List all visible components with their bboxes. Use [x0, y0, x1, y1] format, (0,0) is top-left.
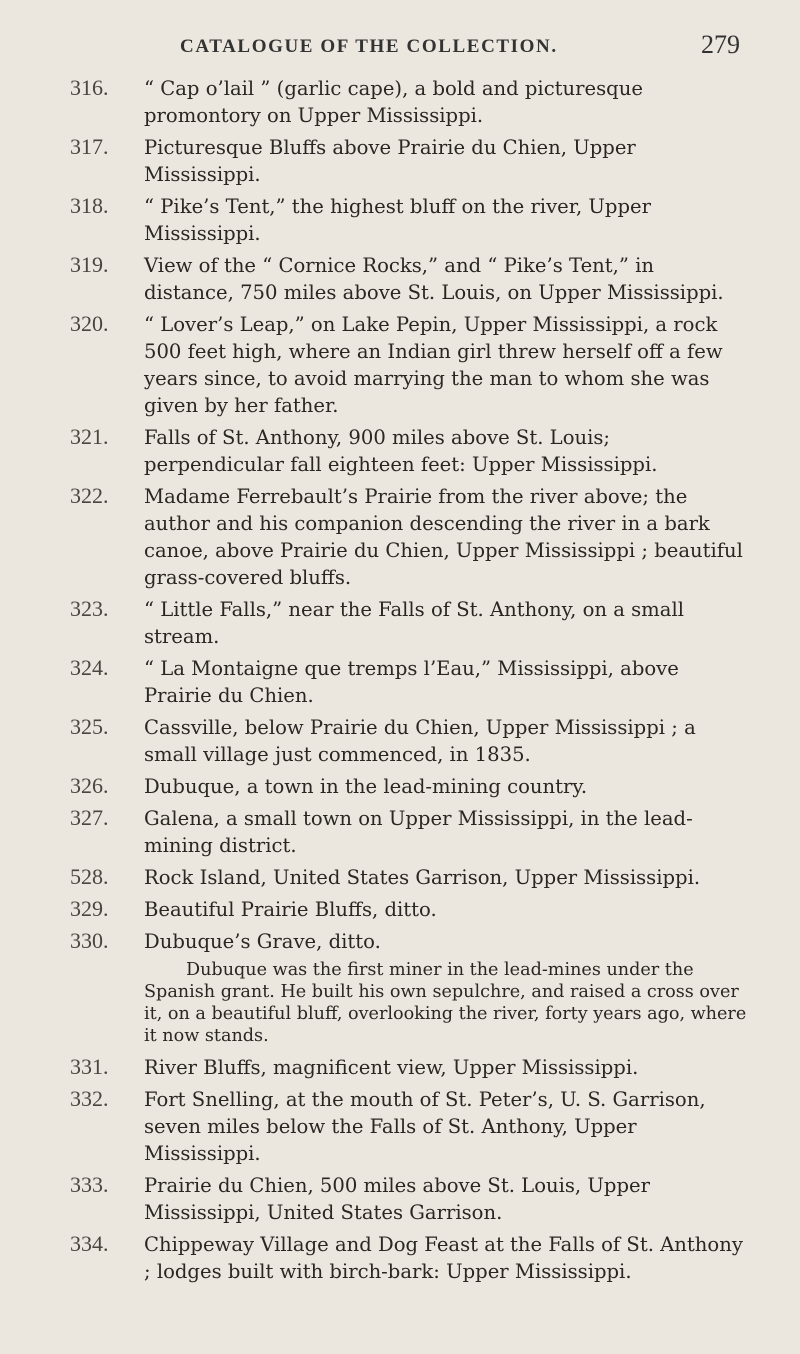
entry-number: 320. [70, 311, 109, 336]
entry-text: Madame Ferrebault’s Prairie from the river above; the author and his companion descending the river in a bark canoe, above Prairie du Chien, Upper Mississippi ; beautiful grass-covered bluffs. [144, 485, 743, 589]
catalogue-entry [0, 310, 800, 419]
catalogue-entry [0, 1171, 800, 1226]
entry-number: 329. [70, 896, 109, 921]
catalogue-entry [0, 895, 800, 923]
entry-number: 319. [70, 252, 109, 277]
page-header-title: CATALOGUE OF THE COLLECTION. [180, 36, 558, 57]
catalogue-entry [0, 1053, 800, 1081]
entry-number: 528. [70, 864, 109, 889]
entry-text: Prairie du Chien, 500 miles above St. Louis, Upper Mississippi, United States Garrison. [144, 1174, 650, 1224]
entry-number: 324. [70, 655, 109, 680]
entry-number: 333. [70, 1172, 109, 1197]
entry-text: Galena, a small town on Upper Mississippi, in the lead-mining district. [144, 807, 693, 857]
catalogue-entry [0, 133, 800, 188]
entry-number: 334. [70, 1231, 109, 1256]
entry-text: River Bluffs, magnificent view, Upper Mississippi. [144, 1056, 639, 1079]
catalogue-entry [0, 1085, 800, 1167]
entry-number: 322. [70, 483, 109, 508]
catalogue-entry [0, 863, 800, 891]
entry-number: 326. [70, 773, 109, 798]
catalogue-entry [0, 1230, 800, 1285]
catalogue-entry [0, 74, 800, 129]
entry-text: Dubuque’s Grave, ditto. [144, 930, 381, 953]
entry-text: Dubuque, a town in the lead-mining country. [144, 775, 588, 798]
entry-text: Chippeway Village and Dog Feast at the Falls of St. Anthony ; lodges built with birch-bark: Upper Mississippi. [144, 1233, 743, 1283]
catalogue-entry [0, 713, 800, 768]
catalogue-entry [0, 927, 800, 955]
entry-number: 331. [70, 1054, 109, 1079]
entry-text: Fort Snelling, at the mouth of St. Peter’s, U. S. Garrison, seven miles below the Falls of St. Anthony, Upper Mississippi. [144, 1088, 706, 1165]
entry-text: Cassville, below Prairie du Chien, Upper Mississippi ; a small village just commenced, in 1835. [144, 716, 696, 766]
catalogue-entry [0, 654, 800, 709]
entry-text: Beautiful Prairie Bluffs, ditto. [144, 898, 437, 921]
catalogue-entry [0, 192, 800, 247]
catalogue-entries [0, 74, 800, 1289]
entry-text: “ Little Falls,” near the Falls of St. Anthony, on a small stream. [144, 598, 684, 648]
catalogue-entry [0, 251, 800, 306]
entry-number: 323. [70, 596, 109, 621]
entry-text: View of the “ Cornice Rocks,” and “ Pike’s Tent,” in distance, 750 miles above St. Louis, on Upper Mississippi. [144, 254, 724, 304]
entry-text: Picturesque Bluffs above Prairie du Chien, Upper Mississippi. [144, 136, 636, 186]
entry-number: 332. [70, 1086, 109, 1111]
entry-text: “ Cap o’lail ” (garlic cape), a bold and picturesque promontory on Upper Mississippi. [144, 77, 643, 127]
page-number: 279 [701, 30, 740, 59]
catalogue-entry [0, 423, 800, 478]
entry-number: 317. [70, 134, 109, 159]
entry-text: “ Pike’s Tent,” the highest bluff on the river, Upper Mississippi. [144, 195, 651, 245]
running-head [180, 30, 740, 60]
catalogue-entry [0, 595, 800, 650]
entry-number: 325. [70, 714, 109, 739]
entry-text: “ Lover’s Leap,” on Lake Pepin, Upper Mississippi, a rock 500 feet high, where an Indian girl threw herself off a few years since, to avoid marrying the man to whom she was given by her father. [144, 313, 723, 417]
entry-number: 330. [70, 928, 109, 953]
entry-number: 327. [70, 805, 109, 830]
entry-text: Rock Island, United States Garrison, Upper Mississippi. [144, 866, 701, 889]
entry-note: Dubuque was the first miner in the lead-mines under the Spanish grant. He built his own sepulchre, and raised a cross over it, on a beautiful bluff, overlooking the river, forty years ago, where it now stands. [144, 960, 747, 1046]
entry-number: 321. [70, 424, 109, 449]
entry-text: “ La Montaigne que tremps l’Eau,” Mississippi, above Prairie du Chien. [144, 657, 679, 707]
catalogue-entry [0, 482, 800, 591]
catalogue-entry [0, 772, 800, 800]
catalogue-entry [0, 804, 800, 859]
entry-number: 316. [70, 75, 109, 100]
entry-text: Falls of St. Anthony, 900 miles above St. Louis; perpendicular fall eighteen feet: Upper Mississippi. [144, 426, 658, 476]
entry-number: 318. [70, 193, 109, 218]
